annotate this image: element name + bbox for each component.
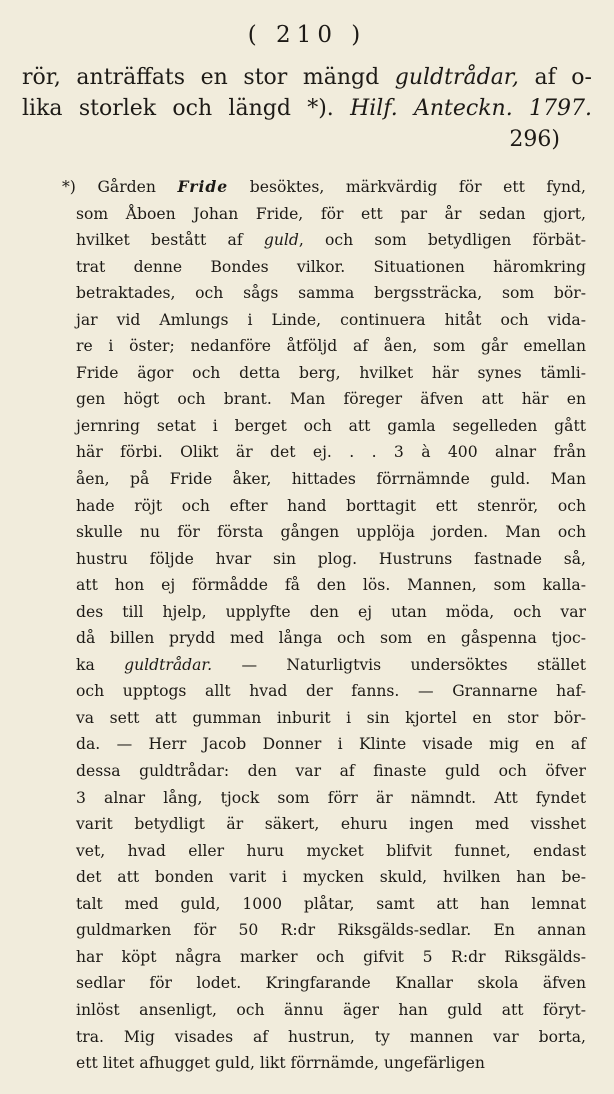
text-run: sedlar för lodet. Kringfarande Knallar skola äfven: [76, 974, 586, 993]
text-run: tra. Mig visades af hustrun, ty mannen var borta,: [76, 1027, 586, 1046]
footnote-line: [76, 546, 586, 573]
text-run: varit betydligt är säkert, ehuru ingen med visshet: [76, 815, 586, 834]
text-run: va sett att gumman inburit i sin kjortel en stor bör-: [76, 708, 586, 727]
text-run: da. — Herr Jacob Donner i Klinte visade mig en af: [76, 735, 586, 754]
text-run: har köpt några marker och gifvit 5 R:dr Riksgälds-: [76, 947, 586, 966]
text-run: dessa guldtrådar: den var af finaste guld och öfver: [76, 762, 586, 781]
italic-term: guldtrådar,: [394, 65, 519, 90]
footnote-line: [76, 970, 586, 997]
footnote-line: [76, 599, 586, 626]
text-run: af o-: [518, 65, 592, 90]
text-run: som Åboen Johan Fride, för ett par år sedan gjort,: [76, 204, 586, 223]
text-run: , och som betydligen förbät-: [298, 231, 586, 250]
text-run: åen, på Fride åker, hittades förrnämnde guld. Man: [76, 470, 586, 489]
text-run: jernring setat i berget och att gamla segelleden gått: [76, 416, 586, 435]
footnote-line: [76, 439, 586, 466]
footnote-line: [76, 307, 586, 334]
text-run: gen högt och brant. Man föreger äfven att här en: [76, 390, 586, 409]
main-text-line: [22, 62, 592, 93]
footnote-line: [76, 333, 586, 360]
text-run: des till hjelp, upplyfte den ej utan möda, och var: [76, 602, 586, 621]
footnote-line: [76, 201, 586, 228]
footnote-line: [76, 413, 586, 440]
footnote-line: [76, 280, 586, 307]
footnote-line: [76, 838, 586, 865]
emphasized-term: Fride: [177, 177, 229, 196]
footnote-line: [76, 386, 586, 413]
text-run: jar vid Amlungs i Linde, continuera hitåt och vida-: [76, 310, 586, 329]
entry-number: 296): [509, 127, 560, 152]
source-reference: Hilf. Anteckn. 1797.: [350, 96, 592, 121]
footnote-line: [76, 758, 586, 785]
text-run: talt med guld, 1000 plåtar, samt att han lemnat: [76, 894, 586, 913]
footnote-line: [76, 944, 586, 971]
text-run: Fride ägor och detta berg, hvilket här synes tämli-: [76, 363, 586, 382]
text-run: då billen prydd med långa och som en gåspenna tjoc-: [76, 629, 586, 648]
footnote-line: [76, 1024, 586, 1051]
text-run: här förbi. Olikt är det ej. . . 3 à 400 alnar från: [76, 443, 586, 462]
footnote-line: [76, 466, 586, 493]
text-run: — Naturligtvis undersöktes stället: [212, 655, 586, 674]
footnote-line: [76, 891, 586, 918]
footnote-line: [76, 572, 586, 599]
footnote-line: [76, 652, 586, 679]
page-number: ( 210 ): [247, 22, 367, 48]
text-run: trat denne Bondes vilkor. Situationen häromkring: [76, 257, 586, 276]
footnote-line: [76, 705, 586, 732]
footnote-line: [76, 917, 586, 944]
footnote-line: [76, 519, 586, 546]
text-run: ka: [76, 655, 125, 674]
footnote-line: [76, 254, 586, 281]
footnote-line: [76, 1050, 586, 1077]
footnote-line: [76, 227, 586, 254]
emphasized-term: guldtrådar.: [124, 655, 213, 674]
footnote-line: [76, 360, 586, 387]
text-run: inlöst ansenligt, och ännu äger han guld att föryt-: [76, 1000, 586, 1019]
text-run: ett litet afhugget guld, likt förrnämde, ungefärligen: [76, 1054, 485, 1073]
text-run: betraktades, och sågs samma bergssträcka, som bör-: [76, 284, 586, 303]
footnote-line: [76, 997, 586, 1024]
footnote-line: [76, 493, 586, 520]
footnote-line: [62, 174, 586, 201]
text-run: guldmarken för 50 R:dr Riksgälds-sedlar. En annan: [76, 921, 586, 940]
text-run: hustru följde hvar sin plog. Hustruns fastnade så,: [76, 549, 586, 568]
footnote-line: [76, 731, 586, 758]
text-run: att hon ej förmådde få den lös. Mannen, som kalla-: [76, 576, 586, 595]
footnote: [62, 174, 586, 1077]
main-text: [22, 62, 592, 155]
text-run: det att bonden varit i mycken skuld, hvilken han be-: [76, 868, 586, 887]
text-run: *) Gården: [62, 178, 178, 196]
text-run: vet, hvad eller huru mycket blifvit funnet, endast: [76, 841, 586, 860]
text-run: skulle nu för första gången upplöja jorden. Man och: [76, 523, 586, 542]
text-run: re i öster; nedanföre åtföljd af åen, som går emellan: [76, 337, 586, 356]
footnote-line: [76, 625, 586, 652]
text-run: lika storlek och längd *).: [22, 96, 351, 121]
footnote-line: [76, 678, 586, 705]
text-run: och upptogs allt hvad der fanns. — Grannarne haf-: [76, 682, 586, 701]
text-run: besöktes, märkvärdig för ett fynd,: [228, 178, 586, 196]
text-run: hvilket bestått af: [76, 231, 264, 250]
text-run: hade röjt och efter hand borttagit ett stenrör, och: [76, 496, 586, 515]
footnote-line: [76, 811, 586, 838]
text-run: 3 alnar lång, tjock som förr är nämndt. Att fyndet: [76, 788, 586, 807]
footnote-line: [76, 864, 586, 891]
emphasized-term: guld: [263, 231, 299, 250]
footnote-line: [76, 785, 586, 812]
text-run: rör, anträffats en stor mängd: [22, 65, 395, 90]
main-text-line: [22, 93, 592, 124]
